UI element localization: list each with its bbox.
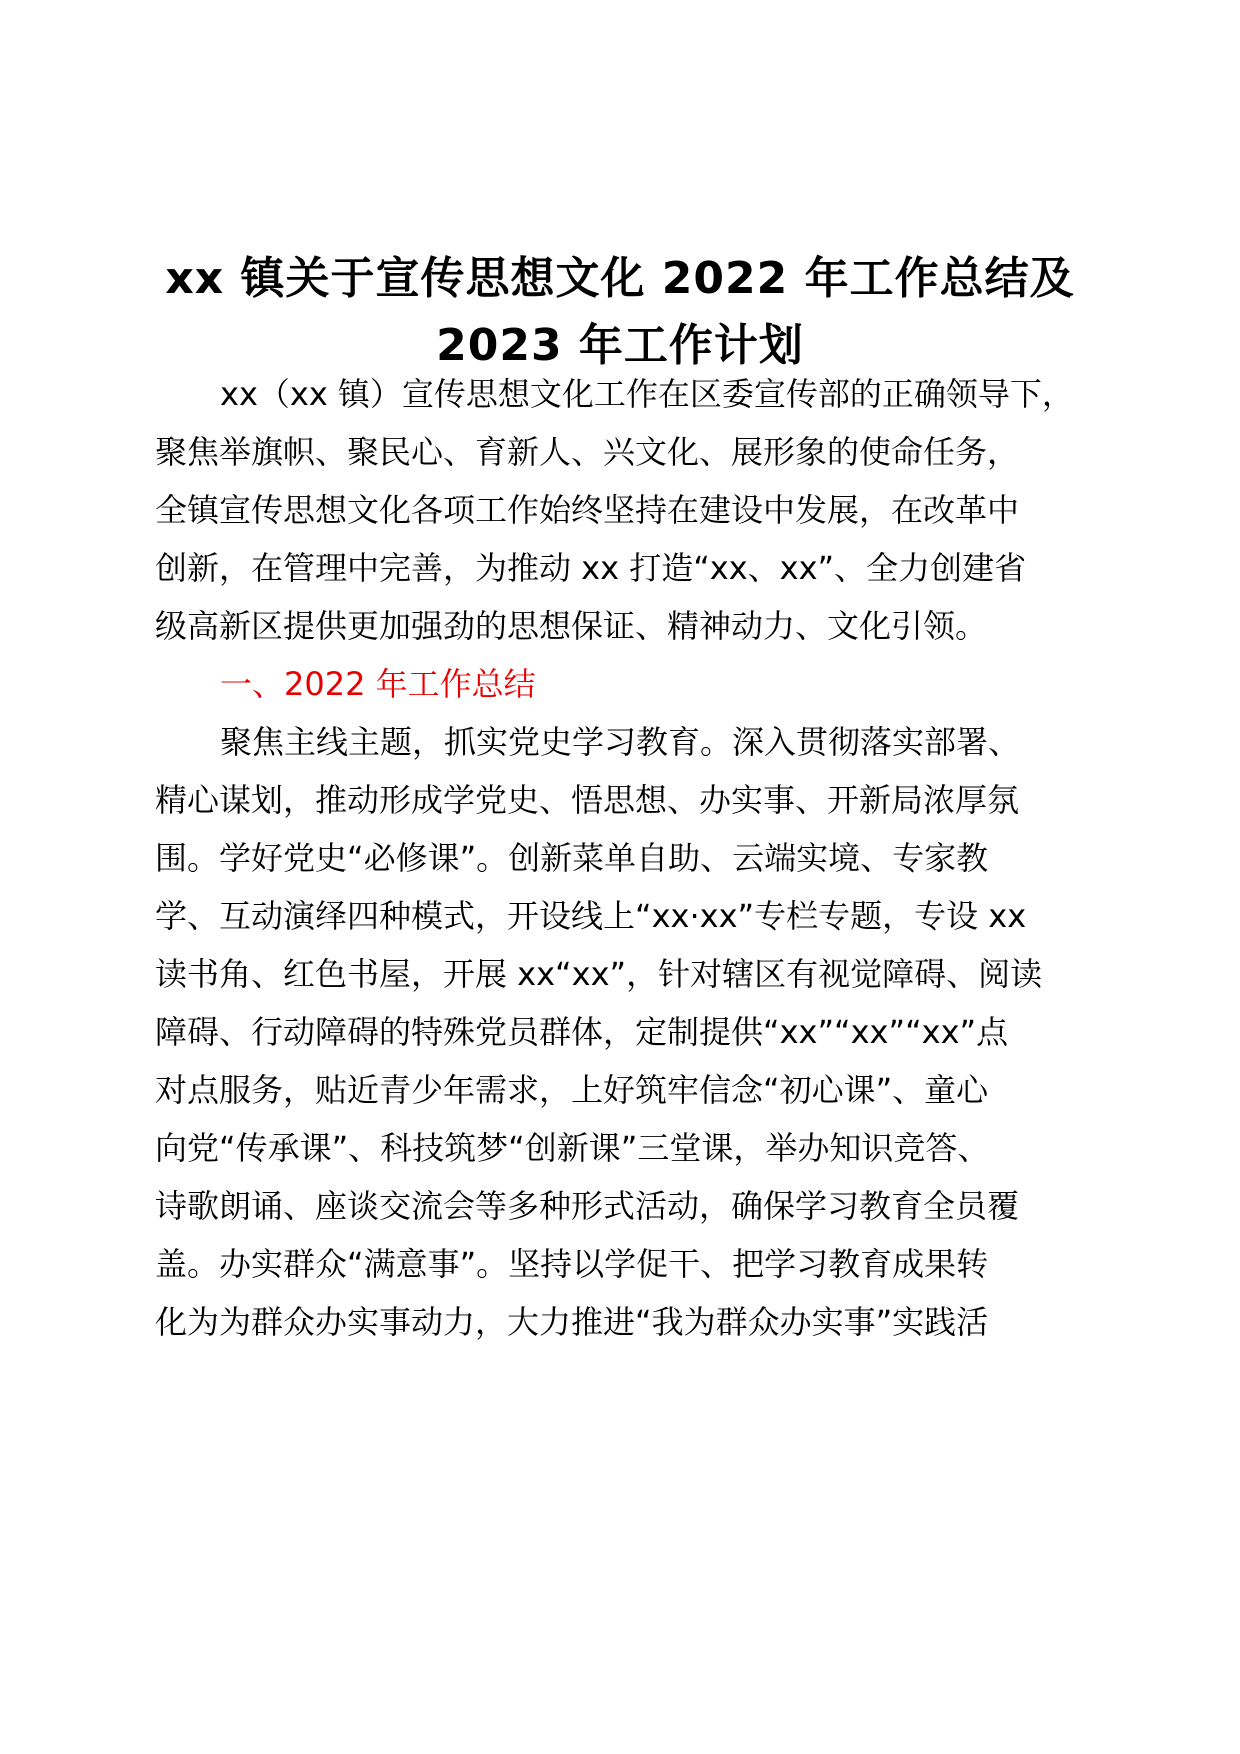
intro-paragraph-line-1: xx（xx 镇）宣传思想文化工作在区委宣传部的正确领导下， [220,375,1074,413]
body-paragraph-line-6: 障碍、行动障碍的特殊党员群体，定制提供“xx”“xx”“xx”点 [155,1013,1009,1051]
intro-paragraph-line-5: 级高新区提供更加强劲的思想保证、精神动力、文化引领。 [155,607,988,645]
body-paragraph-line-7: 对点服务，贴近青少年需求，上好筑牢信念“初心课”、童心 [155,1071,989,1109]
body-paragraph-line-4: 学、互动演绎四种模式，开设线上“xx·xx”专栏专题，专设 xx [155,897,1027,935]
intro-paragraph-line-2: 聚焦举旗帜、聚民心、育新人、兴文化、展形象的使命任务， [155,433,1020,471]
body-paragraph-line-2: 精心谋划，推动形成学党史、悟思想、办实事、开新局浓厚氛 [155,781,1020,819]
body-paragraph-line-3: 围。学好党史“必修课”。创新菜单自助、云端实境、专家教 [155,839,989,877]
body-paragraph-line-9: 诗歌朗诵、座谈交流会等多种形式活动，确保学习教育全员覆 [155,1187,1020,1225]
body-paragraph-line-10: 盖。办实群众“满意事”。坚持以学促干、把学习教育成果转 [155,1245,989,1283]
body-paragraph-line-11: 化为为群众办实事动力，大力推进“我为群众办实事”实践活 [155,1303,989,1341]
body-paragraph-line-8: 向党“传承课”、科技筑梦“创新课”三堂课，举办知识竞答、 [155,1129,990,1167]
document-title-line-1: xx 镇关于宣传思想文化 2022 年工作总结及 [165,253,1075,304]
body-paragraph-line-1: 聚焦主线主题，抓实党史学习教育。深入贯彻落实部署、 [220,723,1021,761]
intro-paragraph-line-4: 创新，在管理中完善，为推动 xx 打造“xx、xx”、全力创建省 [155,549,1027,587]
intro-paragraph-line-3: 全镇宣传思想文化各项工作始终坚持在建设中发展，在改革中 [155,491,1020,529]
document-title-line-2: 2023 年工作计划 [436,320,804,371]
body-paragraph-line-5: 读书角、红色书屋，开展 xx“xx”，针对辖区有视觉障碍、阅读 [155,955,1043,993]
section-heading-2022-summary: 一、2022 年工作总结 [220,665,536,703]
